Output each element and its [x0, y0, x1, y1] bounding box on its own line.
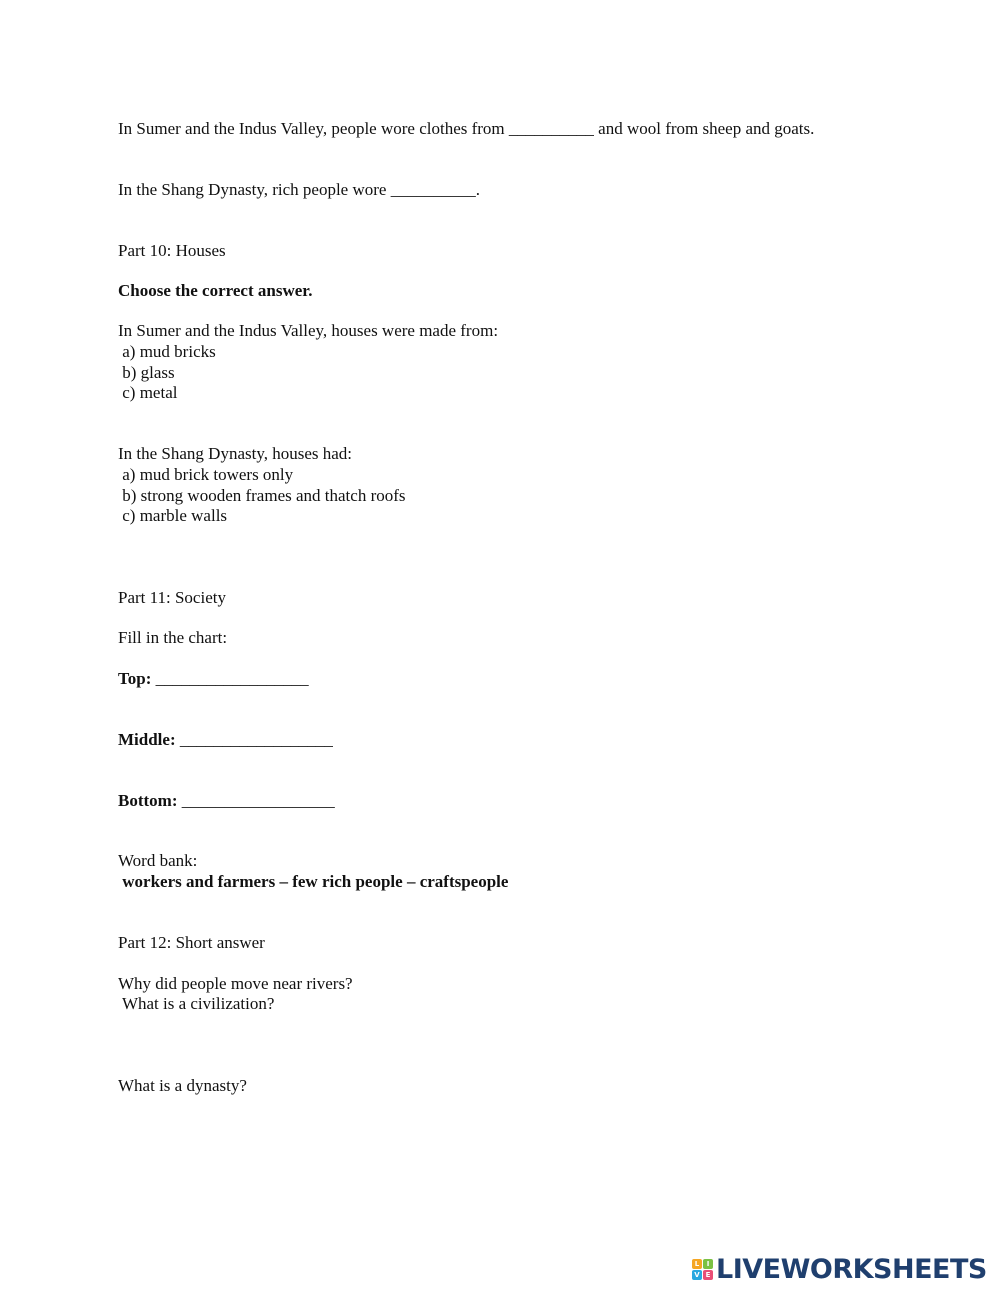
clothes-question: In Sumer and the Indus Valley, people wore clothes from __________ and wool from sheep and goats. — [118, 119, 815, 138]
option-c: c) marble walls — [118, 506, 228, 525]
shang-clothes-question: In the Shang Dynasty, rich people wore __________. — [118, 180, 480, 199]
logo-text: LIVEWORKSHEETS — [716, 1253, 987, 1285]
houses-question-2: In the Shang Dynasty, houses had: — [118, 444, 353, 463]
chart-row-bottom — [118, 790, 335, 811]
houses-question-1: In Sumer and the Indus Valley, houses were made from: — [118, 321, 499, 340]
logo-mark-icon — [692, 1259, 713, 1280]
chart-row-top — [118, 668, 309, 689]
civilization-question: What is a civilization? — [118, 994, 275, 1013]
part-12-heading: Part 12: Short answer — [118, 933, 265, 952]
option-a: a) mud bricks — [118, 342, 216, 361]
option-b: b) glass — [118, 363, 175, 382]
chart-row-middle — [118, 729, 333, 750]
word-bank-items: workers and farmers – few rich people – craftspeople — [118, 872, 509, 891]
dynasty-question: What is a dynasty? — [118, 1076, 247, 1095]
logo-mark-i: I — [703, 1259, 713, 1269]
answer-blank: __________________ — [151, 669, 309, 688]
row-label: Bottom: — [118, 791, 178, 810]
instruction: Choose the correct answer. — [118, 281, 313, 300]
answer-blank: __________________ — [177, 791, 335, 810]
logo-mark-v: V — [692, 1270, 702, 1280]
row-label: Middle: — [118, 730, 176, 749]
logo-mark-l: L — [692, 1259, 702, 1269]
option-a: a) mud brick towers only — [118, 465, 294, 484]
part-10-heading: Part 10: Houses — [118, 241, 226, 260]
row-label: Top: — [118, 669, 152, 688]
logo-mark-e: E — [703, 1270, 713, 1280]
rivers-question: Why did people move near rivers? — [118, 974, 353, 993]
answer-blank: __________________ — [175, 730, 333, 749]
option-c: c) metal — [118, 383, 178, 402]
chart-instruction: Fill in the chart: — [118, 628, 228, 647]
option-b: b) strong wooden frames and thatch roofs — [118, 486, 406, 505]
part-11-heading: Part 11: Society — [118, 588, 226, 607]
word-bank-label: Word bank: — [118, 851, 198, 870]
liveworksheets-logo[interactable] — [692, 1254, 992, 1284]
